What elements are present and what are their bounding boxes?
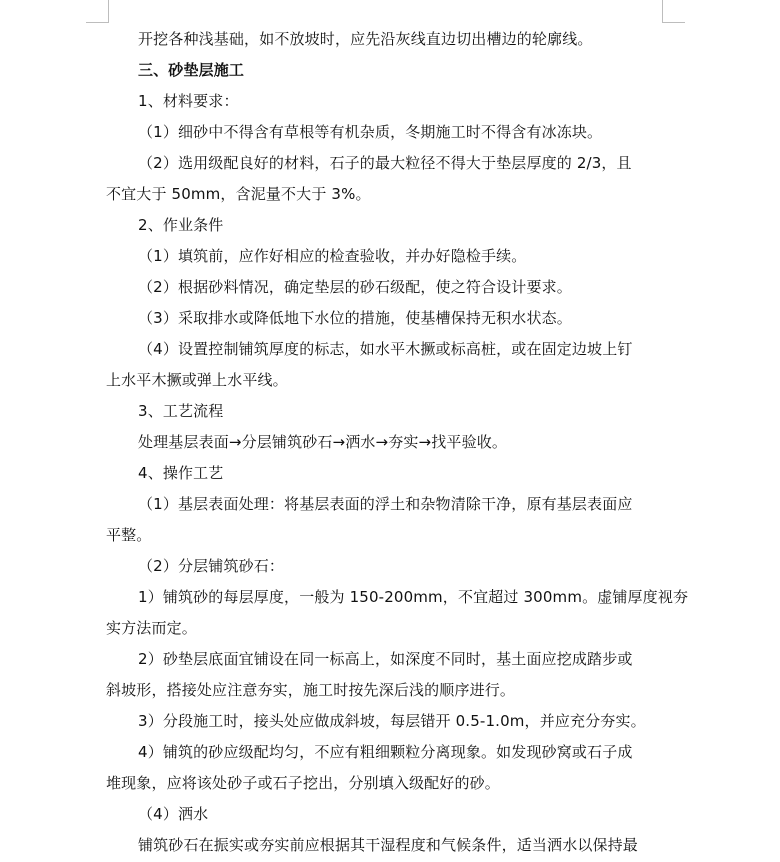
text-line: 2、作业条件 [138,216,224,234]
text-line: （2）选用级配良好的材料，石子的最大粒径不得大于垫层厚度的 2/3，且 [138,154,632,172]
text-line: （4）设置控制铺筑厚度的标志，如水平木撅或标高桩，或在固定边坡上钉 [138,340,633,358]
text-line: 铺筑砂石在振实或夯实前应根据其干湿程度和气候条件，适当洒水以保持最 [138,836,638,854]
text-line: 4）铺筑的砂应级配均匀，不应有粗细颗粒分离现象。如发现砂窝或石子成 [138,743,633,761]
text-line: 实方法而定。 [106,619,197,637]
text-line: 上水平木撅或弹上水平线。 [106,371,288,389]
text-line: （1）基层表面处理：将基层表面的浮土和杂物清除干净，原有基层表面应 [138,495,633,513]
text-line: （2）分层铺筑砂石： [138,557,285,575]
text-line: 1）铺筑砂的每层厚度，一般为 150-200mm，不宜超过 300mm。虚铺厚度视夯 [138,588,689,606]
text-line: 开挖各种浅基础，如不放坡时，应先沿灰线直边切出槽边的轮廓线。 [138,30,593,48]
text-line: （3）采取排水或降低地下水位的措施，使基槽保持无积水状态。 [138,309,572,327]
text-line: 不宜大于 50mm，含泥量不大于 3%。 [106,185,371,203]
text-line: 4、操作工艺 [138,464,224,482]
text-line: （1）细砂中不得含有草根等有机杂质，冬期施工时不得含有冰冻块。 [138,123,603,141]
text-line: 3、工艺流程 [138,402,224,420]
text-line: 3）分段施工时，接头处应做成斜坡，每层错开 0.5-1.0m，并应充分夯实。 [138,712,646,730]
text-line: 处理基层表面→分层铺筑砂石→洒水→夯实→找平验收。 [138,433,508,451]
page-corner-mark-right [662,0,685,23]
text-line: 1、材料要求： [138,92,239,110]
text-line: （1）填筑前，应作好相应的检查验收，并办好隐检手续。 [138,247,527,265]
page-corner-mark-left [86,0,109,23]
text-line: 堆现象，应将该处砂子或石子挖出，分别填入级配好的砂。 [106,774,500,792]
text-line: 2）砂垫层底面宜铺设在同一标高上，如深度不同时，基土面应挖成踏步或 [138,650,633,668]
document-body [106,24,689,861]
text-line: （2）根据砂料情况，确定垫层的砂石级配，使之符合设计要求。 [138,278,572,296]
section-heading: 三、砂垫层施工 [138,61,245,79]
text-line: 平整。 [106,526,152,544]
text-line: （4）洒水 [138,805,209,823]
text-line: 斜坡形，搭接处应注意夯实，施工时按先深后浅的顺序进行。 [106,681,516,699]
